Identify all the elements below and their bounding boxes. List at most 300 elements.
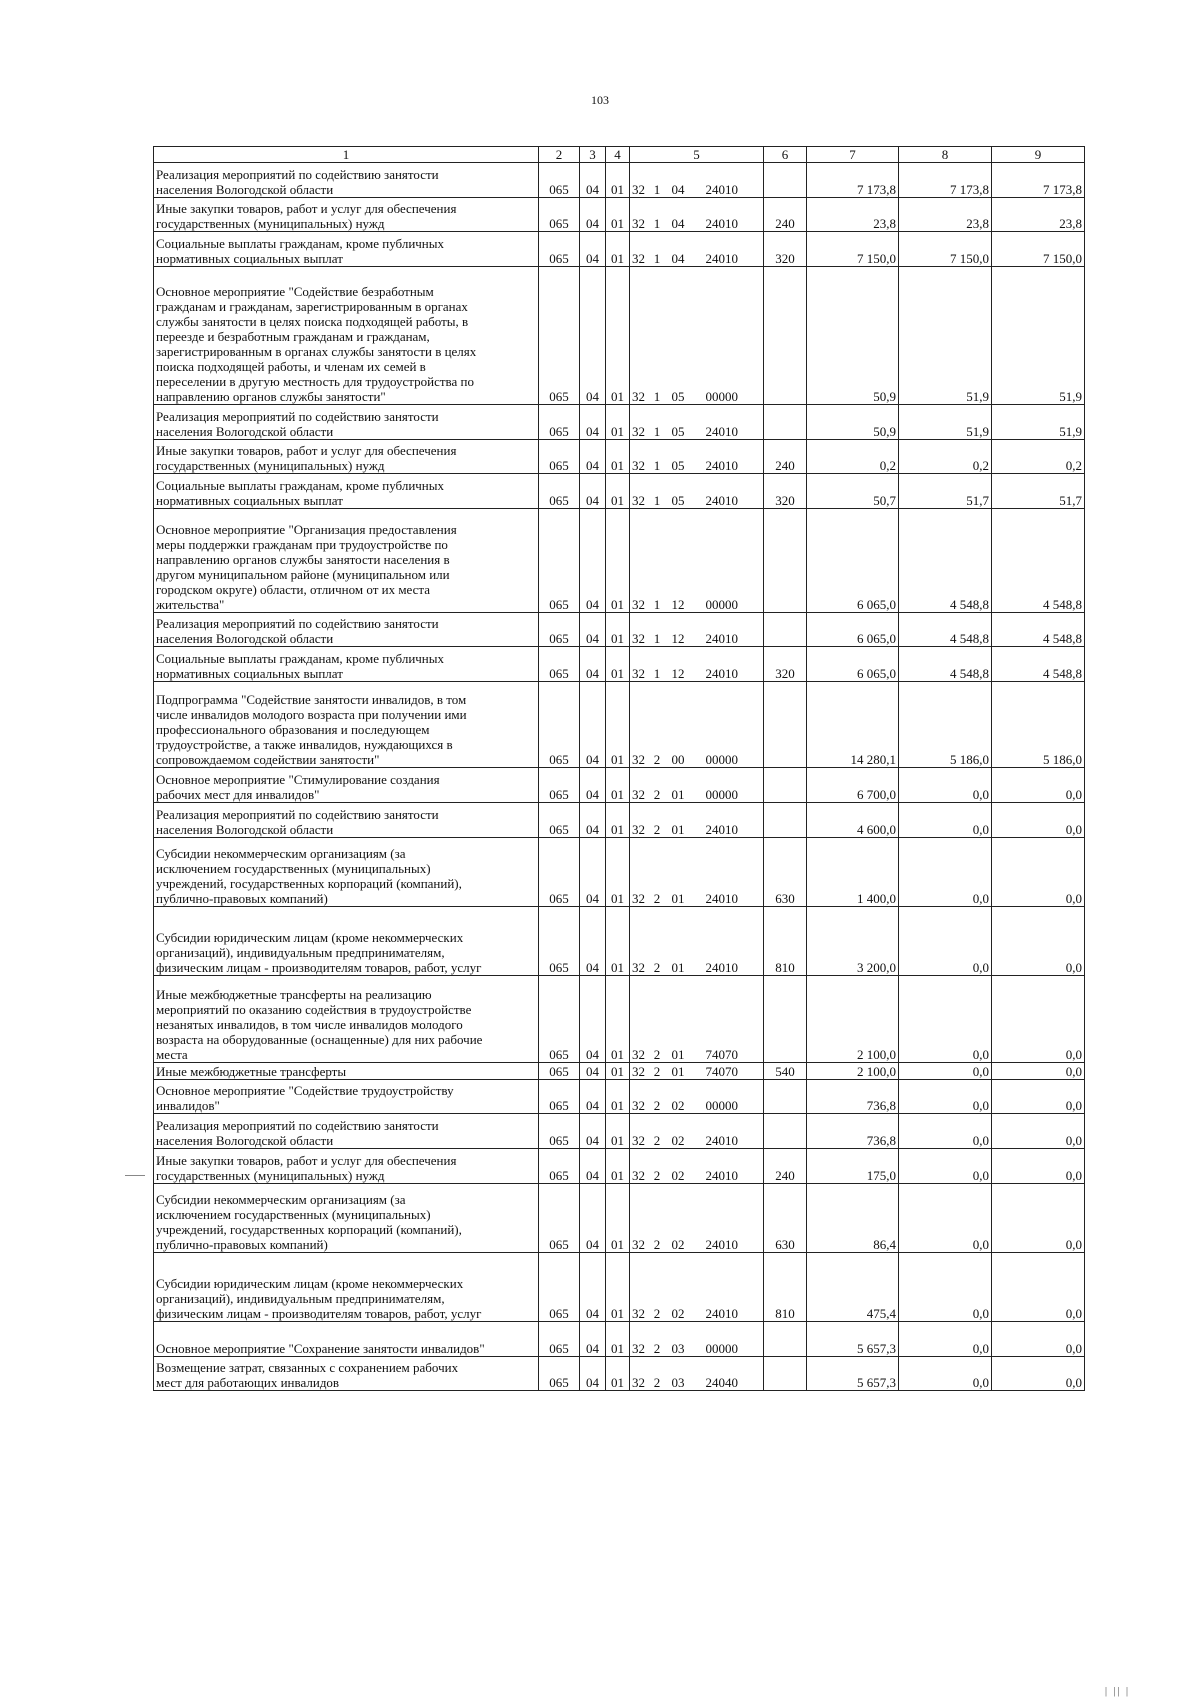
table-row [154,1062,1085,1079]
budget-table [153,146,1085,1391]
amount-year3-cell: 0,0 [992,1321,1085,1356]
target-article-part-p1: 32 [632,596,645,612]
target-article-part-p1: 32 [632,1375,645,1391]
expense-type-cell [764,1114,807,1149]
row-name-cell: Социальные выплаты гражданам, кроме публичных нормативных социальных выплат [154,232,539,267]
amount-year1-cell: 5 657,3 [807,1321,899,1356]
ministry-code-cell: 065 [539,612,580,647]
section-code-cell: 04 [580,163,606,198]
target-article-part-p1: 32 [632,752,645,768]
table-row [154,1114,1085,1149]
row-name-cell: Реализация мероприятий по содействию занятости населения Вологодской области [154,1114,539,1149]
target-article-cell [630,681,764,768]
subsection-code-cell: 01 [606,1148,630,1183]
target-article-part-p1: 32 [632,1167,645,1183]
target-article-part-p3: 02 [671,1236,685,1252]
table-row [154,1356,1085,1391]
subsection-code-cell: 01 [606,1062,630,1079]
target-article-part-p2: 2 [653,1375,661,1391]
ministry-code-cell: 065 [539,1356,580,1391]
table-row [154,163,1085,198]
amount-year1-cell: 3 200,0 [807,906,899,975]
row-name-cell: Иные закупки товаров, работ и услуг для обеспечения государственных (муниципальных) нужд [154,197,539,232]
target-article-part-p3: 02 [671,1132,685,1148]
amount-year3-cell: 0,2 [992,439,1085,474]
target-article-part-p1: 32 [632,1340,645,1356]
expense-type-cell [764,612,807,647]
amount-year3-cell: 0,0 [992,1356,1085,1391]
table-row [154,768,1085,803]
amount-year1-cell: 736,8 [807,1114,899,1149]
subsection-code-cell: 01 [606,474,630,509]
page-number: 103 [591,93,609,107]
target-article-part-p3: 05 [671,389,685,405]
table-row [154,1079,1085,1114]
table-row [154,1148,1085,1183]
row-name-cell: Социальные выплаты гражданам, кроме публичных нормативных социальных выплат [154,474,539,509]
target-article-part-p4: 00000 [705,389,738,405]
table-row [154,976,1085,1063]
target-article-part-p1: 32 [632,1098,645,1114]
header-cell-9: 9 [992,147,1085,163]
table-row [154,232,1085,267]
amount-year1-cell: 14 280,1 [807,681,899,768]
table-row [154,681,1085,768]
amount-year2-cell: 0,0 [899,803,992,838]
target-article-part-p2: 2 [653,1046,661,1062]
section-code-cell: 04 [580,837,606,906]
target-article-part-p2: 2 [653,1340,661,1356]
expense-type-cell [764,976,807,1063]
subsection-code-cell: 01 [606,1114,630,1149]
amount-year3-cell: 51,9 [992,405,1085,440]
target-article-part-p1: 32 [632,787,645,803]
target-article-part-p3: 01 [671,890,685,906]
target-article-cell [630,976,764,1063]
target-article-cell [630,266,764,404]
amount-year3-cell: 0,0 [992,1062,1085,1079]
amount-year1-cell: 7 150,0 [807,232,899,267]
amount-year2-cell: 0,0 [899,1183,992,1252]
row-name-cell: Социальные выплаты гражданам, кроме публичных нормативных социальных выплат [154,647,539,682]
expense-type-cell: 630 [764,837,807,906]
ministry-code-cell: 065 [539,1079,580,1114]
subsection-code-cell: 01 [606,681,630,768]
row-name-cell: Реализация мероприятий по содействию занятости населения Вологодской области [154,163,539,198]
amount-year3-cell: 5 186,0 [992,681,1085,768]
section-code-cell: 04 [580,1183,606,1252]
target-article-part-p3: 03 [671,1340,685,1356]
section-code-cell: 04 [580,803,606,838]
target-article-cell [630,837,764,906]
amount-year2-cell: 4 548,8 [899,612,992,647]
table-row [154,405,1085,440]
amount-year1-cell: 736,8 [807,1079,899,1114]
row-name-cell: Иные межбюджетные трансферты [154,1062,539,1079]
expense-type-cell [764,405,807,440]
target-article-part-p4: 24010 [705,458,738,474]
target-article-part-p4: 24010 [705,492,738,508]
target-article-part-p4: 00000 [705,752,738,768]
amount-year1-cell: 0,2 [807,439,899,474]
header-cell-7: 7 [807,147,899,163]
row-name-cell: Реализация мероприятий по содействию занятости населения Вологодской области [154,405,539,440]
target-article-part-p4: 24010 [705,631,738,647]
amount-year1-cell: 50,7 [807,474,899,509]
amount-year2-cell: 4 548,8 [899,647,992,682]
header-row [154,147,1085,163]
row-name-cell: Иные закупки товаров, работ и услуг для обеспечения государственных (муниципальных) нужд [154,439,539,474]
subsection-code-cell: 01 [606,1356,630,1391]
ministry-code-cell: 065 [539,232,580,267]
target-article-part-p1: 32 [632,423,645,439]
subsection-code-cell: 01 [606,439,630,474]
target-article-part-p3: 00 [671,752,685,768]
subsection-code-cell: 01 [606,163,630,198]
target-article-part-p1: 32 [632,492,645,508]
expense-type-cell: 630 [764,1183,807,1252]
target-article-cell [630,163,764,198]
ministry-code-cell: 065 [539,163,580,198]
target-article-part-p2: 2 [653,787,661,803]
amount-year1-cell: 2 100,0 [807,1062,899,1079]
ministry-code-cell: 065 [539,1114,580,1149]
target-article-part-p4: 24010 [705,890,738,906]
target-article-part-p2: 2 [653,1167,661,1183]
amount-year2-cell: 0,0 [899,1356,992,1391]
subsection-code-cell: 01 [606,232,630,267]
section-code-cell: 04 [580,612,606,647]
row-name-cell: Основное мероприятие "Содействие трудоустройству инвалидов" [154,1079,539,1114]
amount-year3-cell: 0,0 [992,803,1085,838]
row-name-cell: Подпрограмма "Содействие занятости инвалидов, в том числе инвалидов молодого возраста при получении ими профессионального образования и последующем трудоустройстве, а также инвалидов, нуждающихся в сопровождаемом содействии занятости" [154,681,539,768]
section-code-cell: 04 [580,768,606,803]
ministry-code-cell: 065 [539,405,580,440]
ministry-code-cell: 065 [539,1062,580,1079]
table-body [154,163,1085,1391]
row-name-cell: Реализация мероприятий по содействию занятости населения Вологодской области [154,612,539,647]
ministry-code-cell: 065 [539,803,580,838]
table-row [154,508,1085,612]
target-article-part-p3: 12 [671,665,685,681]
amount-year3-cell: 0,0 [992,1114,1085,1149]
amount-year1-cell: 86,4 [807,1183,899,1252]
table-row [154,1321,1085,1356]
section-code-cell: 04 [580,405,606,440]
expense-type-cell [764,803,807,838]
expense-type-cell: 240 [764,1148,807,1183]
section-code-cell: 04 [580,508,606,612]
amount-year2-cell: 0,0 [899,1079,992,1114]
target-article-part-p1: 32 [632,458,645,474]
target-article-part-p1: 32 [632,821,645,837]
section-code-cell: 04 [580,906,606,975]
amount-year3-cell: 4 548,8 [992,647,1085,682]
amount-year1-cell: 6 700,0 [807,768,899,803]
amount-year1-cell: 6 065,0 [807,647,899,682]
amount-year2-cell: 0,0 [899,768,992,803]
row-name-cell: Реализация мероприятий по содействию занятости населения Вологодской области [154,803,539,838]
target-article-part-p2: 1 [653,458,661,474]
expense-type-cell: 240 [764,439,807,474]
subsection-code-cell: 01 [606,197,630,232]
amount-year1-cell: 6 065,0 [807,508,899,612]
amount-year2-cell: 0,0 [899,1148,992,1183]
header-cell-5: 5 [630,147,764,163]
amount-year3-cell: 23,8 [992,197,1085,232]
target-article-part-p1: 32 [632,665,645,681]
table-row [154,803,1085,838]
target-article-part-p4: 24010 [705,423,738,439]
target-article-part-p3: 05 [671,458,685,474]
target-article-part-p3: 01 [671,821,685,837]
target-article-part-p3: 05 [671,492,685,508]
row-name-cell: Субсидии юридическим лицам (кроме некоммерческих организаций), индивидуальным предпринимателям, физическим лицам - производителям товаров, работ, услуг [154,1252,539,1321]
ministry-code-cell: 065 [539,439,580,474]
target-article-cell [630,232,764,267]
amount-year2-cell: 0,2 [899,439,992,474]
target-article-part-p1: 32 [632,631,645,647]
target-article-part-p2: 1 [653,216,661,232]
row-name-cell: Субсидии некоммерческим организациям (за исключением государственных (муниципальных) учреждений, государственных корпораций (компаний), публично-правовых компаний) [154,837,539,906]
amount-year2-cell: 5 186,0 [899,681,992,768]
subsection-code-cell: 01 [606,647,630,682]
target-article-part-p4: 24010 [705,821,738,837]
section-code-cell: 04 [580,1062,606,1079]
ministry-code-cell: 065 [539,197,580,232]
row-name-cell: Основное мероприятие "Организация предоставления меры поддержки гражданам при трудоустройстве по направлению органов службы занятости населения в другом муниципальном районе (муниципальном или городском округе) области, отличном от их места жительства" [154,508,539,612]
ministry-code-cell: 065 [539,647,580,682]
target-article-part-p4: 00000 [705,596,738,612]
target-article-part-p4: 74070 [705,1046,738,1062]
ministry-code-cell: 065 [539,508,580,612]
ministry-code-cell: 065 [539,976,580,1063]
target-article-part-p4: 00000 [705,787,738,803]
section-code-cell: 04 [580,439,606,474]
table-row [154,1183,1085,1252]
table-row [154,647,1085,682]
amount-year3-cell: 0,0 [992,906,1085,975]
expense-type-cell [764,1321,807,1356]
section-code-cell: 04 [580,232,606,267]
target-article-part-p4: 24040 [705,1375,738,1391]
amount-year1-cell: 475,4 [807,1252,899,1321]
target-article-part-p2: 1 [653,665,661,681]
target-article-cell [630,405,764,440]
subsection-code-cell: 01 [606,768,630,803]
row-name-cell: Субсидии некоммерческим организациям (за исключением государственных (муниципальных) учреждений, государственных корпораций (компаний), публично-правовых компаний) [154,1183,539,1252]
target-article-part-p4: 24010 [705,1132,738,1148]
target-article-part-p1: 32 [632,1132,645,1148]
amount-year2-cell: 0,0 [899,906,992,975]
target-article-part-p1: 32 [632,1046,645,1062]
target-article-part-p3: 01 [671,1063,685,1079]
target-article-part-p4: 24010 [705,1305,738,1321]
header-cell-1: 1 [154,147,539,163]
target-article-cell [630,768,764,803]
amount-year3-cell: 4 548,8 [992,612,1085,647]
target-article-part-p2: 2 [653,752,661,768]
target-article-part-p3: 04 [671,216,685,232]
amount-year3-cell: 0,0 [992,1148,1085,1183]
target-article-part-p1: 32 [632,250,645,266]
target-article-cell [630,439,764,474]
amount-year3-cell: 7 150,0 [992,232,1085,267]
expense-type-cell: 320 [764,474,807,509]
target-article-part-p3: 01 [671,1046,685,1062]
row-name-cell: Основное мероприятие "Сохранение занятости инвалидов" [154,1321,539,1356]
header-cell-6: 6 [764,147,807,163]
target-article-part-p1: 32 [632,216,645,232]
table-row [154,474,1085,509]
target-article-part-p1: 32 [632,181,645,197]
amount-year3-cell: 0,0 [992,1183,1085,1252]
target-article-part-p1: 32 [632,389,645,405]
amount-year2-cell: 0,0 [899,1321,992,1356]
target-article-cell [630,508,764,612]
target-article-part-p4: 24010 [705,1236,738,1252]
section-code-cell: 04 [580,1356,606,1391]
expense-type-cell [764,1079,807,1114]
amount-year1-cell: 1 400,0 [807,837,899,906]
row-name-cell: Иные межбюджетные трансферты на реализацию мероприятий по оказанию содействия в трудоустройстве незанятых инвалидов, в том числе инвалидов молодого возраста на оборудованные (оснащенные) для них рабочие места [154,976,539,1063]
expense-type-cell [764,163,807,198]
target-article-part-p3: 05 [671,423,685,439]
ministry-code-cell: 065 [539,1148,580,1183]
target-article-part-p2: 2 [653,1236,661,1252]
section-code-cell: 04 [580,474,606,509]
target-article-part-p3: 12 [671,596,685,612]
target-article-part-p1: 32 [632,1236,645,1252]
ministry-code-cell: 065 [539,837,580,906]
section-code-cell: 04 [580,681,606,768]
expense-type-cell: 240 [764,197,807,232]
expense-type-cell [764,508,807,612]
table-row [154,1252,1085,1321]
amount-year2-cell: 0,0 [899,976,992,1063]
target-article-part-p3: 03 [671,1375,685,1391]
expense-type-cell: 540 [764,1062,807,1079]
expense-type-cell [764,1356,807,1391]
target-article-part-p3: 02 [671,1167,685,1183]
target-article-part-p2: 1 [653,423,661,439]
row-name-cell: Иные закупки товаров, работ и услуг для обеспечения государственных (муниципальных) нужд [154,1148,539,1183]
amount-year2-cell: 51,9 [899,266,992,404]
subsection-code-cell: 01 [606,1321,630,1356]
subsection-code-cell: 01 [606,837,630,906]
row-name-cell: Основное мероприятие "Содействие безработным гражданам и гражданам, зарегистрированным в органах службы занятости в целях поиска подходящей работы, в переезде и безработным гражданам и гражданам, зарегистрированным в органах службы занятости в целях поиска подходящей работы, и членам их семей в переселении в другую местность для трудоустройства по направлению органов службы занятости" [154,266,539,404]
section-code-cell: 04 [580,647,606,682]
target-article-part-p1: 32 [632,1063,645,1079]
target-article-cell [630,1252,764,1321]
target-article-cell [630,1148,764,1183]
amount-year1-cell: 50,9 [807,405,899,440]
ministry-code-cell: 065 [539,266,580,404]
header-cell-4: 4 [606,147,630,163]
amount-year2-cell: 7 150,0 [899,232,992,267]
target-article-cell [630,474,764,509]
table-row [154,197,1085,232]
target-article-cell [630,1356,764,1391]
table-row [154,906,1085,975]
amount-year1-cell: 175,0 [807,1148,899,1183]
target-article-part-p2: 1 [653,250,661,266]
target-article-part-p2: 1 [653,631,661,647]
row-name-cell: Основное мероприятие "Стимулирование создания рабочих мест для инвалидов" [154,768,539,803]
target-article-part-p2: 1 [653,181,661,197]
subsection-code-cell: 01 [606,1183,630,1252]
amount-year2-cell: 0,0 [899,837,992,906]
section-code-cell: 04 [580,1321,606,1356]
subsection-code-cell: 01 [606,405,630,440]
target-article-cell [630,1321,764,1356]
target-article-cell [630,612,764,647]
ministry-code-cell: 065 [539,1183,580,1252]
header-cell-8: 8 [899,147,992,163]
expense-type-cell: 810 [764,906,807,975]
subsection-code-cell: 01 [606,266,630,404]
amount-year2-cell: 4 548,8 [899,508,992,612]
target-article-part-p1: 32 [632,890,645,906]
target-article-part-p2: 2 [653,1063,661,1079]
target-article-part-p2: 1 [653,596,661,612]
target-article-part-p2: 2 [653,1305,661,1321]
subsection-code-cell: 01 [606,612,630,647]
table-row [154,837,1085,906]
section-code-cell: 04 [580,1148,606,1183]
section-code-cell: 04 [580,1114,606,1149]
amount-year1-cell: 4 600,0 [807,803,899,838]
amount-year3-cell: 51,9 [992,266,1085,404]
amount-year3-cell: 0,0 [992,976,1085,1063]
amount-year2-cell: 0,0 [899,1252,992,1321]
subsection-code-cell: 01 [606,508,630,612]
amount-year2-cell: 0,0 [899,1062,992,1079]
target-article-part-p4: 00000 [705,1098,738,1114]
expense-type-cell: 320 [764,647,807,682]
amount-year1-cell: 50,9 [807,266,899,404]
subsection-code-cell: 01 [606,803,630,838]
subsection-code-cell: 01 [606,1079,630,1114]
expense-type-cell: 810 [764,1252,807,1321]
amount-year1-cell: 7 173,8 [807,163,899,198]
expense-type-cell [764,681,807,768]
target-article-part-p2: 1 [653,492,661,508]
row-name-cell: Возмещение затрат, связанных с сохранением рабочих мест для работающих инвалидов [154,1356,539,1391]
amount-year2-cell: 51,9 [899,405,992,440]
subsection-code-cell: 01 [606,1252,630,1321]
header-cell-2: 2 [539,147,580,163]
ministry-code-cell: 065 [539,681,580,768]
target-article-cell [630,647,764,682]
target-article-part-p4: 24010 [705,1167,738,1183]
ministry-code-cell: 065 [539,906,580,975]
table-row [154,612,1085,647]
section-code-cell: 04 [580,197,606,232]
scan-marks: | || | [1105,1686,1131,1697]
expense-type-cell: 320 [764,232,807,267]
amount-year2-cell: 0,0 [899,1114,992,1149]
amount-year1-cell: 23,8 [807,197,899,232]
target-article-cell [630,906,764,975]
amount-year3-cell: 4 548,8 [992,508,1085,612]
amount-year1-cell: 5 657,3 [807,1356,899,1391]
ministry-code-cell: 065 [539,474,580,509]
table-row [154,266,1085,404]
target-article-cell [630,1183,764,1252]
target-article-part-p4: 24010 [705,216,738,232]
target-article-cell [630,197,764,232]
